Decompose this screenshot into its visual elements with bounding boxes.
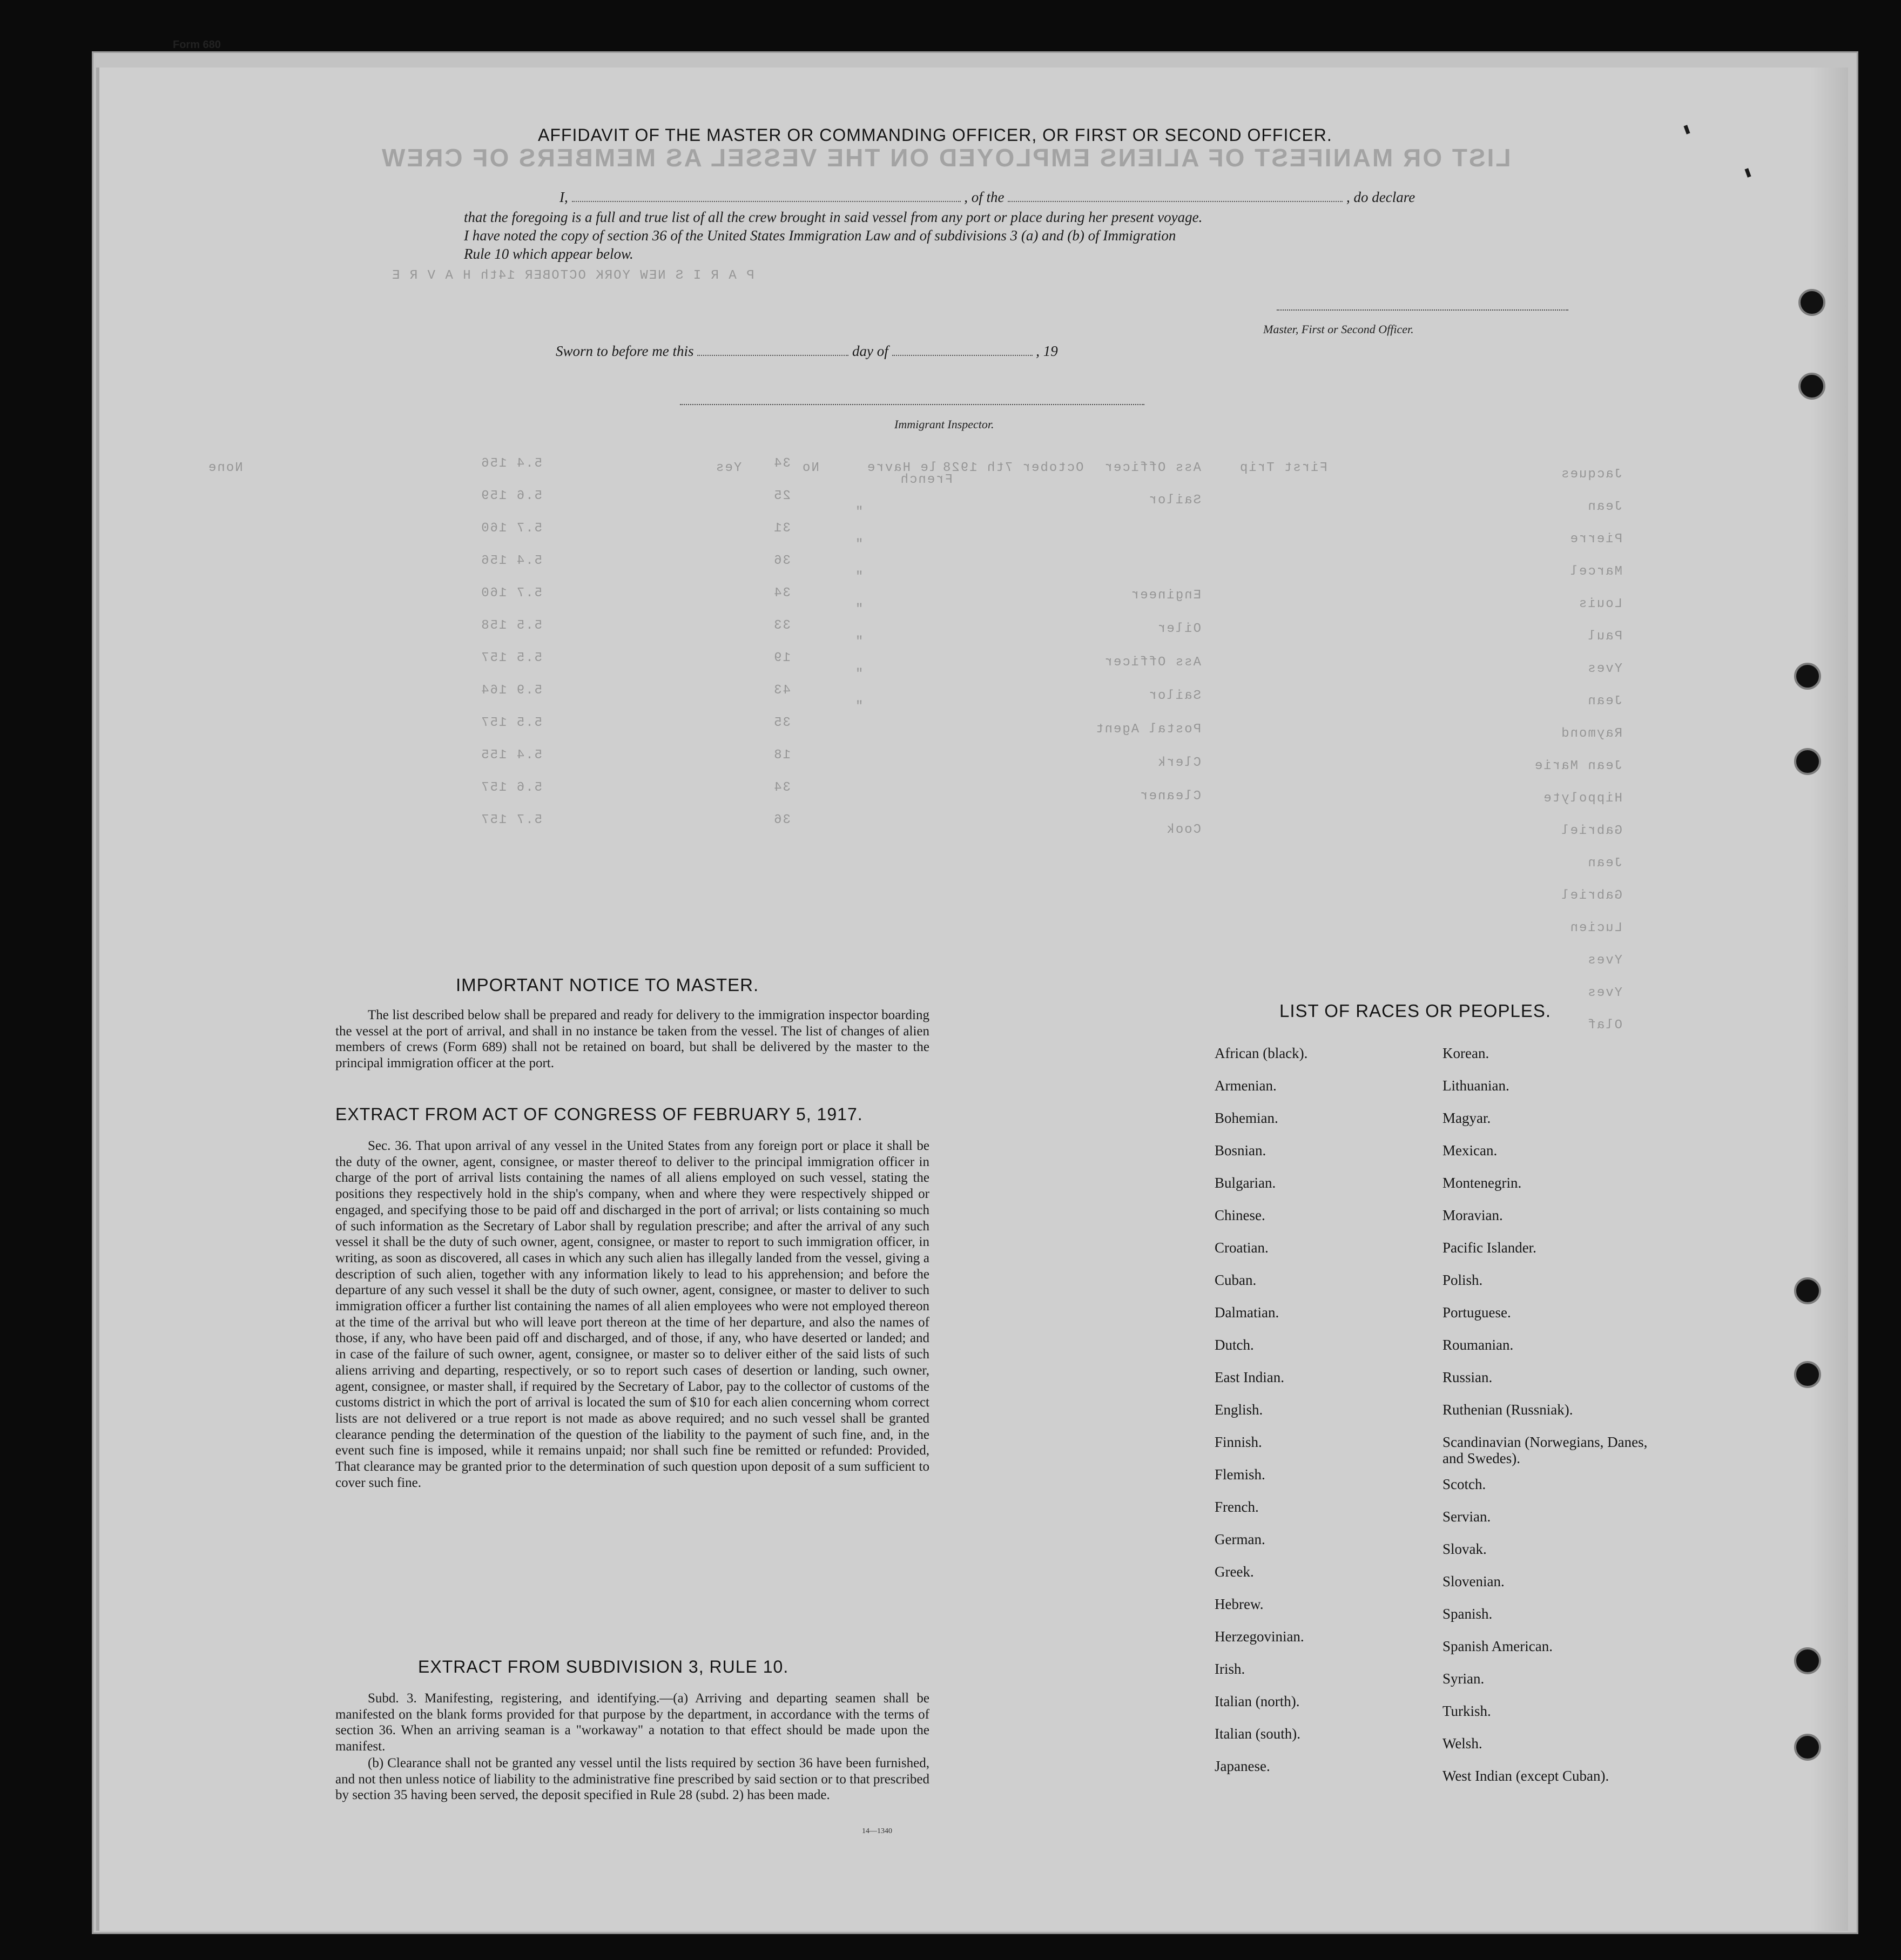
race-item: Mexican. [1442,1142,1498,1159]
sworn-year: , 19 [1036,343,1058,359]
ghost-name: Hippolyte [1542,791,1622,806]
ghost-height: 5.7 160 [480,521,542,536]
ghost-role: Ass Officer [1103,655,1201,670]
races-title: LIST OF RACES OR PEOPLES. [1279,1001,1552,1021]
race-item: English. [1215,1402,1263,1418]
race-item: Italian (south). [1215,1726,1300,1742]
ghost-age: 36 [773,813,791,827]
ghost-ditto: " [855,667,865,682]
affidavit-title: AFFIDAVIT OF THE MASTER OR COMMANDING OFFICER, OR FIRST OR SECOND OFFICER. [538,125,1332,145]
affidavit-line-1 [559,189,1415,206]
race-item: French. [1215,1499,1259,1515]
ghost-name: Olaf [1587,1018,1622,1033]
ghost-name: Yves [1587,662,1622,676]
race-item: Croatian. [1215,1240,1269,1256]
affidavit-line-2: that the foregoing is a full and true list of all the crew brought in said vessel from any port or place during her present voyage. [464,209,1203,225]
punch-hole [1794,748,1821,775]
race-item: Slovenian. [1442,1573,1505,1589]
ghost-age: 25 [773,489,791,503]
race-item: Russian. [1442,1369,1493,1385]
ghost-col-yes: Yes [715,461,742,475]
race-item: Herzegovinian. [1215,1628,1304,1645]
race-item: Irish. [1215,1661,1245,1677]
race-item: Armenian. [1215,1077,1277,1094]
races-left-column [1215,1045,1463,1790]
month-blank [892,355,1033,356]
ghost-col-nationality [812,473,953,732]
race-item: Korean. [1442,1045,1489,1061]
ghost-height: 5.4 156 [480,456,542,471]
ghost-col-trip: First Trip [1239,461,1328,475]
race-item: Flemish. [1215,1466,1265,1483]
day-blank [697,355,848,356]
race-item: West Indian (except Cuban). [1442,1768,1609,1784]
ghost-height: 5.6 157 [480,780,542,795]
ghost-col-no: No [801,461,819,475]
ghost-role: Sailor [1148,689,1201,703]
ghost-role: Sailor [1148,493,1201,508]
race-item: Pacific Islander. [1442,1240,1536,1256]
race-item: Hebrew. [1215,1596,1264,1612]
race-item: Slovak. [1442,1541,1487,1557]
inspector-label: Immigrant Inspector. [894,417,994,431]
sworn-day-of: day of [852,343,888,359]
race-item: Finnish. [1215,1434,1262,1450]
punch-hole [1798,373,1825,400]
race-item: Scandinavian (Norwegians, Danes, and Swedes). [1442,1434,1648,1466]
sworn-line [556,343,1058,360]
race-item: Bosnian. [1215,1142,1266,1159]
ghost-name: Gabriel [1560,824,1622,838]
ghost-header-title: LIST OR MANIFEST OF ALIENS EMPLOYED ON THE VESSEL AS MEMBERS OF CREW [380,144,1511,172]
ghost-col-ages [650,456,791,845]
race-item: Greek. [1215,1564,1254,1580]
act-extract-text: Sec. 36. That upon arrival of any vessel in the United States from any foreign port or place it shall be the duty of the owner, agent, consignee, or master thereof to deliver to the principal immigration officer in charge of the port of arrival lists containing the names of all aliens employed on such vessel, stating the positions they respectively hold in the ship's company, when and where they were respectively shipped or engaged, and specifying those to be paid off and discharged in the port of arrival; or lists containing so much of such information as the Secretary of Labor shall by regulation prescribe; and after the arrival of any such vessel it shall be the duty of such owner, agent, consignee, or master to report to such immigration officer, in writing, as soon as discovered, all cases in which any such alien has illegally landed from the vessel, giving a description of such alien, together with any information likely to lead to his apprehension; and before the departure of any such vessel it shall be the duty of such owner, agent, consignee, or master to deliver to such immigration officer a further list containing the names of all alien employees who were not employed thereon at the time of the arrival but who will leave port thereon at the time of her departure, and also the names of those, if any, who have been paid off and discharged, and of those, if any, who have deserted or landed; and in case of the failure of such owner, agent, consignee, or master so to deliver either of the said lists of such aliens arriving and departing, respectively, or so to report such cases of desertion or landing, such owner, agent, consignee, or master shall, if required by the Secretary of Labor, pay to the collector of customs of the customs district in which the port of arrival is located the sum of $10 for each alien concerning whom correct lists are not delivered or a true report is not made as above required; and no such vessel shall be granted clearance pending the determination of the question of the liability to the payment of such fine, and, in the event such fine is imposed, while it remains unpaid; nor shall such fine be remitted or refunded: Provided, That clearance may be granted prior to the determination of such question upon deposit of a sum sufficient to cover such fine. [335,1139,929,1490]
ghost-name: Raymond [1560,726,1622,741]
race-item: East Indian. [1215,1369,1284,1385]
ghost-ditto: " [855,635,865,649]
notice-title: IMPORTANT NOTICE TO MASTER. [456,975,759,995]
ghost-height: 5.5 158 [480,618,542,633]
race-item: Scotch. [1442,1476,1486,1492]
ghost-height: 5.6 159 [480,489,542,503]
ghost-height: 5.4 155 [480,748,542,763]
notice-text: The list described below shall be prepared and ready for delivery to the immigration inspector boarding the vessel at the port of arrival, and shall in no instance be taken from the vessel. The list of changes of alien members of crews (Form 689) shall not be retained on board, but shall be delivered by the master to the principal immigration officer at the port. [335,1008,929,1071]
ghost-height: 5.9 164 [480,683,542,698]
race-item: Servian. [1442,1508,1491,1525]
race-item: Lithuanian. [1442,1077,1509,1094]
ghost-name: Lucien [1569,921,1622,935]
race-item: Dutch. [1215,1337,1254,1353]
race-item: Roumanian. [1442,1337,1514,1353]
form-number: Form 680 [173,39,221,51]
race-item: Magyar. [1442,1110,1491,1126]
ghost-col-roles [1061,461,1201,855]
ghost-name: Yves [1587,953,1622,968]
punch-hole [1794,1277,1821,1304]
ghost-height: 5.5 157 [480,651,542,665]
ghost-name: Jean Marie [1533,759,1622,773]
race-item: Portuguese. [1442,1304,1511,1321]
act-extract-title: EXTRACT FROM ACT OF CONGRESS OF FEBRUARY 5, 1917. [335,1104,863,1124]
ghost-ditto: " [855,505,865,520]
ghost-age: 31 [773,521,791,536]
punch-hole [1794,1734,1821,1761]
ghost-col-none: None [207,461,243,475]
sworn-prefix: Sworn to before me this [556,343,694,359]
race-item: Bohemian. [1215,1110,1278,1126]
ghost-age: 34 [773,780,791,795]
race-item: Italian (north). [1215,1693,1300,1709]
ghost-age: 33 [773,618,791,633]
ghost-name: Paul [1587,629,1622,644]
ghost-ditto: " [855,537,865,552]
ghost-age: 19 [773,651,791,665]
races-right-column [1442,1045,1691,1800]
ghost-name: Yves [1587,986,1622,1000]
race-item: Cuban. [1215,1272,1257,1288]
ghost-city-row: P A R I S NEW YORK OCTOBER 14th H A V R E [391,268,754,283]
ghost-role: Oiler [1156,622,1201,636]
race-item: Chinese. [1215,1207,1265,1223]
ghost-name: Gabriel [1560,888,1622,903]
form-footer-code: 14—1340 [862,1827,892,1835]
ghost-rank: Ass Officer [1103,461,1201,475]
ghost-name: Jean [1587,856,1622,871]
race-item: Dalmatian. [1215,1304,1279,1321]
ghost-col-given-names [1482,467,1622,1050]
ghost-role: Cleaner [1139,789,1201,804]
ghost-name: Jacques [1560,467,1622,482]
punch-hole [1794,663,1821,690]
ghost-name: Pierre [1569,532,1622,547]
ghost-col-date: October 7th 1928 [942,461,1084,475]
ghost-age: 43 [773,683,791,698]
race-item: Syrian. [1442,1671,1485,1687]
ghost-name: Marcel [1569,564,1622,579]
race-item: Moravian. [1442,1207,1503,1223]
ghost-age: 34 [773,456,791,471]
ghost-ditto: " [855,570,865,584]
punch-hole [1794,1361,1821,1388]
race-item: Welsh. [1442,1735,1482,1752]
race-item: Spanish. [1442,1606,1493,1622]
signature-line [1277,309,1568,311]
race-item: Japanese. [1215,1758,1270,1774]
race-item: Bulgarian. [1215,1175,1276,1191]
name-blank [572,201,961,202]
race-item: Turkish. [1442,1703,1491,1719]
ghost-age: 18 [773,748,791,763]
ghost-ditto: " [855,699,865,714]
ghost-role: Postal Agent [1095,722,1201,737]
ghost-name: Jean [1587,500,1622,514]
punch-hole [1794,1647,1821,1674]
race-item: Ruthenian (Russniak). [1442,1402,1573,1418]
affidavit-declare: , do declare [1346,189,1415,205]
affidavit-i: I, [559,189,568,205]
race-item: Polish. [1442,1272,1483,1288]
rule-extract-text-b: (b) Clearance shall not be granted any vessel until the lists required by section 36 have been furnished, and not then unless notice of liability to the administrative fine prescribed by said section or to that prescribed by section 35 having been served, the deposit specified in Rule 28 (subd. 2) has been made. [335,1756,929,1803]
manifest-page [96,68,1848,1931]
ghost-nat: French [899,473,953,487]
ghost-name: Louis [1578,597,1622,611]
ghost-height: 5.7 157 [480,813,542,827]
rule-extract-text-a: Subd. 3. Manifesting, registering, and identifying.—(a) Arriving and departing seamen shall be manifested on the blank forms provided for that purpose by the department, in accordance with the terms of section 36. When an arriving seaman is a "workaway" a notation to that effect should be made upon the manifest. [335,1691,929,1754]
race-item: Spanish American. [1442,1638,1553,1654]
race-item: African (black). [1215,1045,1308,1061]
ghost-col-port: le Havre [866,461,938,475]
inspector-line [680,404,1144,405]
ghost-height: 5.5 157 [480,716,542,730]
ghost-age: 36 [773,554,791,568]
affidavit-line-4: Rule 10 which appear below. [464,246,633,262]
ghost-age: 35 [773,716,791,730]
ghost-role: Cook [1165,823,1201,837]
rule-extract-title: EXTRACT FROM SUBDIVISION 3, RULE 10. [418,1657,789,1676]
ghost-ditto: " [855,602,865,617]
ghost-name: Jean [1587,694,1622,709]
ghost-height: 5.7 160 [480,586,542,601]
race-item: German. [1215,1531,1265,1547]
ghost-role: Clerk [1156,756,1201,770]
affidavit-line-3: I have noted the copy of section 36 of the United States Immigration Law and of subdivisions 3 (a) and (b) of Immigration [464,227,1176,244]
affidavit-of-the: , of the [964,189,1005,205]
vessel-blank [1008,201,1343,202]
race-item: Montenegrin. [1442,1175,1522,1191]
signature-label: Master, First or Second Officer. [1263,322,1414,336]
ghost-height: 5.4 156 [480,554,542,568]
punch-hole [1798,289,1825,316]
ghost-col-heights [402,456,542,845]
ghost-role: Engineer [1130,588,1201,603]
ghost-age: 34 [773,586,791,601]
